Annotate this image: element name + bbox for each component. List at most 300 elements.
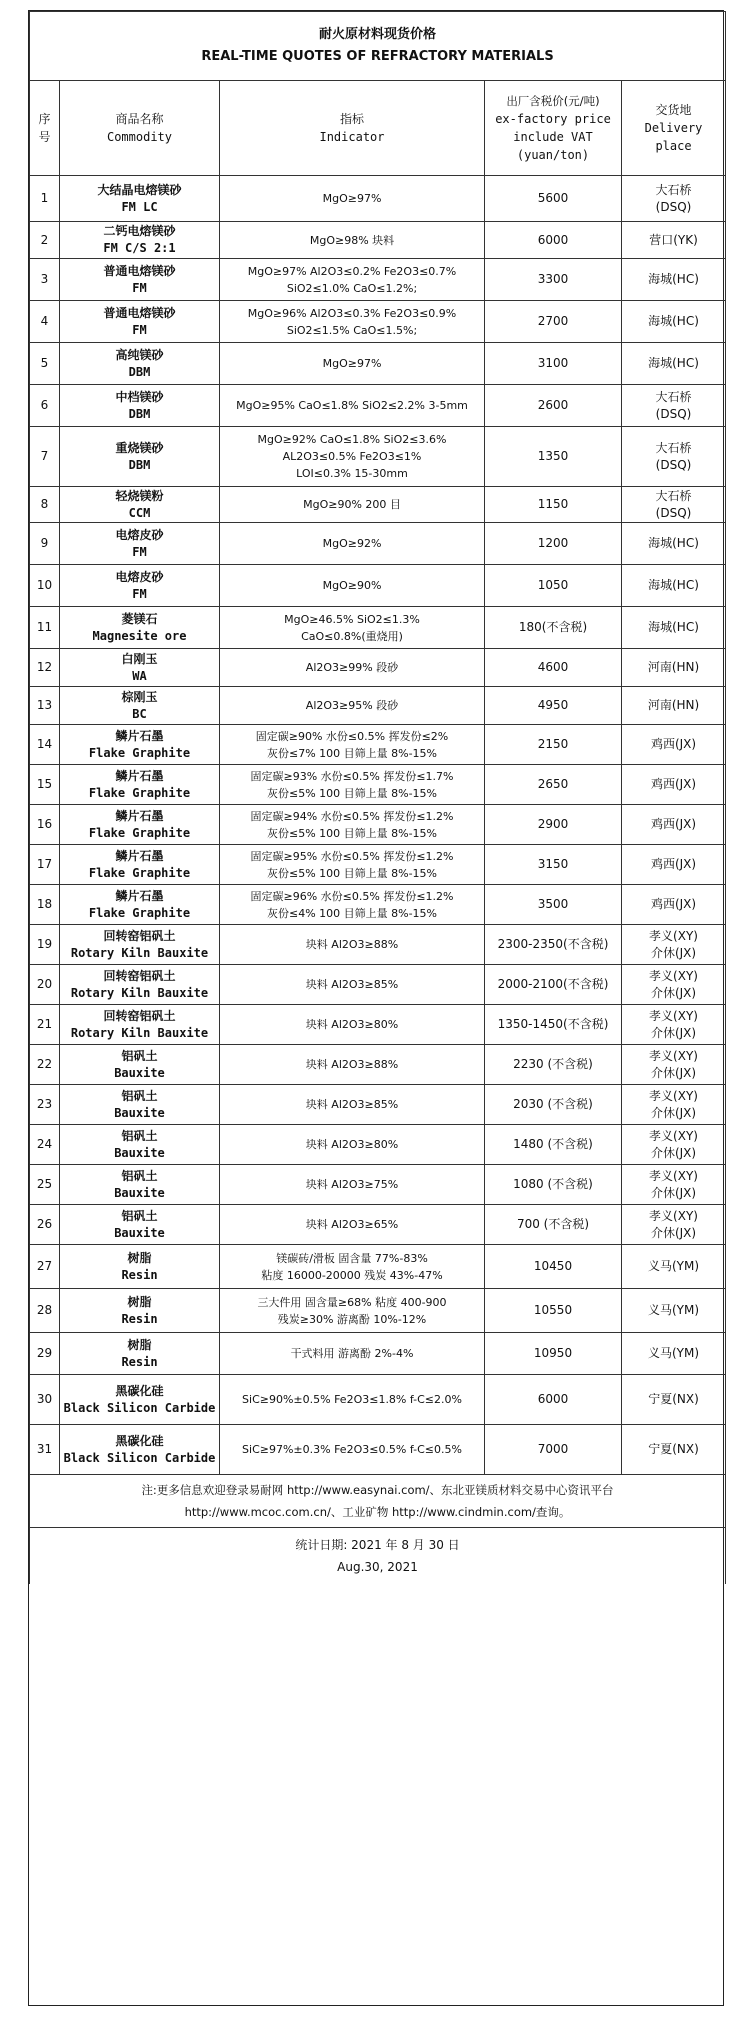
price-cell: 10450: [485, 1245, 622, 1289]
indicator-line: 残炭≥30% 游离酚 10%-12%: [277, 1312, 427, 1326]
delivery-place-line: 海城(HC): [648, 536, 699, 550]
commodity-zh: 鳞片石墨: [115, 808, 164, 823]
delivery-place-line: 大石桥: [655, 389, 692, 404]
price-cell: 1050: [485, 565, 622, 607]
indicator-cell: [220, 965, 485, 1005]
row-number: 31: [30, 1425, 60, 1475]
note-line-1: 注:更多信息欢迎登录易耐网 http://www.easynai.com/、东北亚镁质材料交易中心资讯平台: [141, 1483, 614, 1497]
indicator-cell: [220, 523, 485, 565]
header-place: [622, 81, 726, 176]
commodity-cell: [60, 925, 220, 965]
commodity-en: Black Silicon Carbide: [63, 1400, 216, 1415]
price-cell: 1150: [485, 487, 622, 523]
commodity-zh: 树脂: [127, 1294, 152, 1309]
commodity-en: FM: [132, 322, 147, 337]
note-row: [30, 1475, 726, 1528]
commodity-zh: 回转窑铝矾土: [103, 968, 176, 983]
title-zh: 耐火原材料现货价格: [319, 27, 437, 42]
row-number: 24: [30, 1125, 60, 1165]
delivery-place-line: 介休(JX): [650, 1065, 697, 1080]
commodity-en: Flake Graphite: [88, 905, 191, 920]
row-number: 2: [30, 222, 60, 259]
delivery-place-line: (DSQ): [655, 406, 692, 421]
indicator-line: SiC≥90%±0.5% Fe2O3≤1.8% f-C≤2.0%: [242, 1393, 462, 1406]
commodity-zh: 铝矾土: [121, 1208, 158, 1223]
delivery-place-line: 介休(JX): [650, 985, 697, 1000]
commodity-en: FM: [132, 280, 147, 295]
header-price-en1: ex-factory price: [495, 112, 611, 126]
delivery-place-cell: [622, 427, 726, 487]
indicator-cell: [220, 427, 485, 487]
commodity-zh: 鳞片石墨: [115, 728, 164, 743]
commodity-cell: [60, 725, 220, 765]
delivery-place-line: 大石桥: [655, 488, 692, 503]
header-price-en2: include VAT: [513, 130, 593, 144]
indicator-line: Al2O3≥99% 段砂: [305, 661, 399, 674]
indicator-line: 块料 Al2O3≥85%: [305, 978, 399, 991]
price-cell: 1350-1450(不含税): [485, 1005, 622, 1045]
indicator-cell: [220, 301, 485, 343]
commodity-cell: [60, 487, 220, 523]
commodity-en: Flake Graphite: [88, 785, 191, 800]
indicator-cell: [220, 1245, 485, 1289]
commodity-zh: 回转窑铝矾土: [103, 1008, 176, 1023]
indicator-cell: [220, 1333, 485, 1375]
indicator-cell: [220, 1289, 485, 1333]
indicator-cell: [220, 565, 485, 607]
stat-date-row: [30, 1528, 726, 1585]
indicator-line: 镁碳砖/滑板 固含量 77%-83%: [276, 1251, 428, 1265]
indicator-cell: [220, 385, 485, 427]
row-number: 14: [30, 725, 60, 765]
header-place-en1: Delivery: [644, 121, 703, 135]
delivery-place-line: 义马(YM): [647, 1303, 700, 1317]
table-row: [30, 765, 726, 805]
price-cell: 5600: [485, 176, 622, 222]
indicator-line: 块料 Al2O3≥80%: [305, 1018, 399, 1031]
commodity-cell: [60, 1375, 220, 1425]
delivery-place-line: 孝义(XY): [649, 1008, 698, 1023]
table-row: [30, 1045, 726, 1085]
row-number: 3: [30, 259, 60, 301]
indicator-line: MgO≥90%: [322, 579, 382, 592]
delivery-place-cell: [622, 845, 726, 885]
commodity-cell: [60, 1005, 220, 1045]
delivery-place-cell: [622, 925, 726, 965]
note-cell: [30, 1475, 726, 1528]
delivery-place-line: 介休(JX): [650, 1185, 697, 1200]
commodity-zh: 普通电熔镁砂: [103, 305, 176, 320]
delivery-place-cell: [622, 649, 726, 687]
table-row: [30, 523, 726, 565]
commodity-en: Bauxite: [114, 1225, 165, 1240]
delivery-place-cell: [622, 487, 726, 523]
table-row: [30, 725, 726, 765]
commodity-zh: 鳞片石墨: [115, 768, 164, 783]
commodity-en: FM LC: [121, 199, 158, 214]
delivery-place-cell: [622, 1333, 726, 1375]
commodity-zh: 黑碳化硅: [115, 1433, 164, 1448]
delivery-place-cell: [622, 565, 726, 607]
price-cell: 1480 (不含税): [485, 1125, 622, 1165]
commodity-cell: [60, 765, 220, 805]
row-number: 5: [30, 343, 60, 385]
table-row: [30, 385, 726, 427]
price-cell: 3150: [485, 845, 622, 885]
price-cell: 2700: [485, 301, 622, 343]
indicator-line: LOI≤0.3% 15-30mm: [296, 467, 408, 480]
price-cell: 2150: [485, 725, 622, 765]
commodity-en: Rotary Kiln Bauxite: [70, 1025, 209, 1040]
commodity-zh: 轻烧镁粉: [115, 488, 164, 503]
delivery-place-line: 孝义(XY): [649, 928, 698, 943]
price-cell: 3500: [485, 885, 622, 925]
delivery-place-cell: [622, 725, 726, 765]
delivery-place-cell: [622, 607, 726, 649]
row-number: 23: [30, 1085, 60, 1125]
price-sheet: [28, 10, 724, 2006]
header-indicator-en: Indicator: [319, 130, 385, 144]
commodity-zh: 铝矾土: [121, 1168, 158, 1183]
delivery-place-line: 义马(YM): [647, 1259, 700, 1273]
commodity-en: WA: [132, 668, 147, 683]
indicator-cell: [220, 1125, 485, 1165]
commodity-cell: [60, 427, 220, 487]
commodity-cell: [60, 222, 220, 259]
delivery-place-cell: [622, 1165, 726, 1205]
commodity-zh: 回转窑铝矾土: [103, 928, 176, 943]
row-number: 20: [30, 965, 60, 1005]
indicator-line: 固定碳≥90% 水份≤0.5% 挥发份≤2%: [255, 729, 449, 743]
indicator-cell: [220, 607, 485, 649]
indicator-cell: [220, 925, 485, 965]
price-cell: 1350: [485, 427, 622, 487]
indicator-line: MgO≥95% CaO≤1.8% SiO2≤2.2% 3-5mm: [236, 399, 468, 412]
row-number: 12: [30, 649, 60, 687]
indicator-cell: [220, 176, 485, 222]
row-number: 8: [30, 487, 60, 523]
commodity-en: FM: [132, 586, 147, 601]
row-number: 19: [30, 925, 60, 965]
delivery-place-line: 海城(HC): [648, 578, 699, 592]
commodity-cell: [60, 1165, 220, 1205]
header-place-en2: place: [655, 139, 692, 153]
quotes-table: [29, 11, 726, 1584]
commodity-zh: 普通电熔镁砂: [103, 263, 176, 278]
indicator-cell: [220, 1085, 485, 1125]
indicator-cell: [220, 1165, 485, 1205]
delivery-place-cell: [622, 1425, 726, 1475]
commodity-zh: 鳞片石墨: [115, 888, 164, 903]
indicator-line: MgO≥97%: [322, 357, 382, 370]
price-cell: 180(不含税): [485, 607, 622, 649]
table-row: [30, 1005, 726, 1045]
table-row: [30, 885, 726, 925]
price-cell: 2230 (不含税): [485, 1045, 622, 1085]
delivery-place-line: 宁夏(NX): [648, 1392, 699, 1406]
delivery-place-cell: [622, 1125, 726, 1165]
row-number: 10: [30, 565, 60, 607]
commodity-cell: [60, 845, 220, 885]
indicator-cell: [220, 687, 485, 725]
indicator-line: SiC≥97%±0.3% Fe2O3≤0.5% f-C≤0.5%: [242, 1443, 462, 1456]
delivery-place-line: 大石桥: [655, 182, 692, 197]
table-row: [30, 1245, 726, 1289]
indicator-cell: [220, 259, 485, 301]
delivery-place-line: 孝义(XY): [649, 1088, 698, 1103]
price-cell: 6000: [485, 1375, 622, 1425]
commodity-zh: 铝矾土: [121, 1048, 158, 1063]
row-number: 9: [30, 523, 60, 565]
delivery-place-line: 孝义(XY): [649, 1208, 698, 1223]
price-cell: 6000: [485, 222, 622, 259]
table-row: [30, 427, 726, 487]
indicator-line: 灰份≤7% 100 目筛上量 8%-15%: [266, 746, 438, 760]
delivery-place-cell: [622, 1289, 726, 1333]
commodity-cell: [60, 1289, 220, 1333]
commodity-en: FM C/S 2:1: [103, 241, 176, 255]
indicator-line: MgO≥46.5% SiO2≤1.3%: [284, 612, 420, 626]
commodity-cell: [60, 259, 220, 301]
commodity-cell: [60, 176, 220, 222]
table-row: [30, 259, 726, 301]
delivery-place-cell: [622, 259, 726, 301]
stat-date-en: Aug.30, 2021: [337, 1560, 418, 1574]
indicator-line: 三大件用 固含量≥68% 粘度 400-900: [257, 1295, 447, 1309]
indicator-line: 块料 Al2O3≥65%: [305, 1218, 399, 1231]
commodity-cell: [60, 805, 220, 845]
price-cell: 1080 (不含税): [485, 1165, 622, 1205]
indicator-line: 粘度 16000-20000 残炭 43%-47%: [261, 1268, 443, 1282]
commodity-en: Flake Graphite: [88, 745, 191, 760]
commodity-en: Resin: [121, 1311, 158, 1326]
commodity-cell: [60, 565, 220, 607]
indicator-line: 灰份≤5% 100 目筛上量 8%-15%: [266, 866, 438, 880]
commodity-zh: 大结晶电熔镁砂: [97, 182, 182, 197]
price-cell: 3100: [485, 343, 622, 385]
table-row: [30, 607, 726, 649]
row-number: 18: [30, 885, 60, 925]
delivery-place-line: 介休(JX): [650, 945, 697, 960]
commodity-cell: [60, 385, 220, 427]
delivery-place-cell: [622, 222, 726, 259]
indicator-line: 固定碳≥94% 水份≤0.5% 挥发份≤1.2%: [250, 809, 454, 823]
commodity-en: Bauxite: [114, 1105, 165, 1120]
commodity-cell: [60, 1045, 220, 1085]
delivery-place-cell: [622, 965, 726, 1005]
table-row: [30, 925, 726, 965]
commodity-cell: [60, 607, 220, 649]
table-row: [30, 1125, 726, 1165]
commodity-en: Black Silicon Carbide: [63, 1450, 216, 1465]
commodity-en: Magnesite ore: [92, 628, 187, 643]
indicator-line: MgO≥90% 200 目: [303, 498, 401, 511]
commodity-zh: 铝矾土: [121, 1088, 158, 1103]
price-cell: 2600: [485, 385, 622, 427]
commodity-en: Bauxite: [114, 1145, 165, 1160]
commodity-cell: [60, 1333, 220, 1375]
indicator-cell: [220, 649, 485, 687]
delivery-place-line: 鸡西(JX): [650, 897, 697, 911]
indicator-cell: [220, 1375, 485, 1425]
row-number: 16: [30, 805, 60, 845]
delivery-place-cell: [622, 687, 726, 725]
commodity-zh: 黑碳化硅: [115, 1383, 164, 1398]
row-number: 28: [30, 1289, 60, 1333]
delivery-place-line: 海城(HC): [648, 272, 699, 286]
price-cell: 10550: [485, 1289, 622, 1333]
commodity-zh: 重烧镁砂: [115, 440, 164, 455]
commodity-en: DBM: [128, 364, 151, 379]
delivery-place-cell: [622, 1045, 726, 1085]
commodity-cell: [60, 523, 220, 565]
indicator-cell: [220, 1205, 485, 1245]
indicator-line: 块料 Al2O3≥88%: [305, 1058, 399, 1071]
row-number: 11: [30, 607, 60, 649]
indicator-cell: [220, 725, 485, 765]
price-cell: 2000-2100(不含税): [485, 965, 622, 1005]
commodity-cell: [60, 649, 220, 687]
row-number: 26: [30, 1205, 60, 1245]
commodity-zh: 铝矾土: [121, 1128, 158, 1143]
table-row: [30, 1375, 726, 1425]
commodity-zh: 棕刚玉: [121, 689, 158, 704]
table-row: [30, 343, 726, 385]
row-number: 22: [30, 1045, 60, 1085]
commodity-cell: [60, 343, 220, 385]
delivery-place-line: 营口(YK): [649, 232, 698, 247]
delivery-place-line: (DSQ): [655, 199, 692, 214]
delivery-place-line: 鸡西(JX): [650, 777, 697, 791]
commodity-zh: 鳞片石墨: [115, 848, 164, 863]
commodity-en: Rotary Kiln Bauxite: [70, 945, 209, 960]
indicator-line: 固定碳≥95% 水份≤0.5% 挥发份≤1.2%: [250, 849, 454, 863]
delivery-place-cell: [622, 1245, 726, 1289]
row-number: 1: [30, 176, 60, 222]
header-price-zh: 出厂含税价(元/吨): [506, 94, 600, 108]
table-row: [30, 687, 726, 725]
header-row: [30, 81, 726, 176]
header-place-zh: 交货地: [655, 103, 692, 117]
commodity-zh: 电熔皮砂: [115, 527, 164, 542]
indicator-cell: [220, 222, 485, 259]
row-number: 13: [30, 687, 60, 725]
commodity-cell: [60, 965, 220, 1005]
indicator-line: MgO≥97%: [322, 192, 382, 205]
indicator-line: MgO≥97% Al2O3≤0.2% Fe2O3≤0.7%: [247, 264, 457, 278]
delivery-place-line: 鸡西(JX): [650, 737, 697, 751]
stat-date-cell: [30, 1528, 726, 1585]
commodity-en: Rotary Kiln Bauxite: [70, 985, 209, 1000]
delivery-place-line: 孝义(XY): [649, 1128, 698, 1143]
indicator-cell: [220, 1005, 485, 1045]
indicator-line: AL2O3≤0.5% Fe2O3≤1%: [282, 450, 422, 463]
price-cell: 2900: [485, 805, 622, 845]
row-number: 15: [30, 765, 60, 805]
delivery-place-line: 宁夏(NX): [648, 1442, 699, 1456]
table-row: [30, 845, 726, 885]
commodity-zh: 树脂: [127, 1337, 152, 1352]
delivery-place-cell: [622, 301, 726, 343]
note-line-2: http://www.mcoc.com.cn/、工业矿物 http://www.cindmin.com/查询。: [184, 1505, 571, 1519]
delivery-place-line: 介休(JX): [650, 1225, 697, 1240]
indicator-cell: [220, 343, 485, 385]
delivery-place-line: 海城(HC): [648, 356, 699, 370]
row-number: 29: [30, 1333, 60, 1375]
delivery-place-line: 介休(JX): [650, 1105, 697, 1120]
indicator-cell: [220, 805, 485, 845]
indicator-line: MgO≥92% CaO≤1.8% SiO2≤3.6%: [257, 433, 447, 446]
price-cell: 2030 (不含税): [485, 1085, 622, 1125]
row-number: 7: [30, 427, 60, 487]
commodity-cell: [60, 1125, 220, 1165]
row-number: 27: [30, 1245, 60, 1289]
commodity-zh: 二钙电熔镁砂: [103, 224, 176, 238]
indicator-cell: [220, 1045, 485, 1085]
commodity-zh: 高纯镁砂: [115, 347, 164, 362]
commodity-en: Flake Graphite: [88, 825, 191, 840]
commodity-en: BC: [132, 706, 147, 721]
commodity-zh: 白刚玉: [121, 651, 158, 666]
table-row: [30, 649, 726, 687]
price-cell: 1200: [485, 523, 622, 565]
table-row: [30, 1333, 726, 1375]
indicator-line: MgO≥96% Al2O3≤0.3% Fe2O3≤0.9%: [247, 306, 457, 320]
indicator-line: Al2O3≥95% 段砂: [305, 699, 399, 712]
table-row: [30, 1085, 726, 1125]
commodity-en: DBM: [128, 457, 151, 472]
header-commodity-zh: 商品名称: [115, 112, 164, 126]
indicator-cell: [220, 1425, 485, 1475]
commodity-en: Resin: [121, 1354, 158, 1369]
commodity-cell: [60, 885, 220, 925]
table-row: [30, 1165, 726, 1205]
price-cell: 3300: [485, 259, 622, 301]
delivery-place-line: (DSQ): [655, 505, 692, 520]
title-en: REAL-TIME QUOTES OF REFRACTORY MATERIALS: [201, 49, 554, 64]
delivery-place-cell: [622, 1085, 726, 1125]
delivery-place-cell: [622, 885, 726, 925]
price-cell: 700 (不含税): [485, 1205, 622, 1245]
header-price: [485, 81, 622, 176]
indicator-cell: [220, 845, 485, 885]
table-row: [30, 805, 726, 845]
table-row: [30, 222, 726, 259]
indicator-line: 块料 Al2O3≥88%: [305, 938, 399, 951]
delivery-place-cell: [622, 1205, 726, 1245]
price-cell: 7000: [485, 1425, 622, 1475]
commodity-en: Flake Graphite: [88, 865, 191, 880]
commodity-cell: [60, 1425, 220, 1475]
commodity-en: DBM: [128, 406, 151, 421]
delivery-place-cell: [622, 523, 726, 565]
price-cell: 2300-2350(不含税): [485, 925, 622, 965]
table-row: [30, 1289, 726, 1333]
commodity-zh: 电熔皮砂: [115, 569, 164, 584]
indicator-line: 块料 Al2O3≥75%: [305, 1178, 399, 1191]
delivery-place-line: 鸡西(JX): [650, 857, 697, 871]
commodity-zh: 中档镁砂: [115, 389, 164, 404]
row-number: 30: [30, 1375, 60, 1425]
indicator-line: MgO≥98% 块料: [309, 233, 395, 247]
commodity-cell: [60, 687, 220, 725]
header-indicator-zh: 指标: [339, 112, 364, 126]
delivery-place-line: 大石桥: [655, 440, 692, 455]
indicator-line: MgO≥92%: [322, 537, 382, 550]
row-number: 6: [30, 385, 60, 427]
commodity-zh: 菱镁石: [121, 611, 158, 626]
indicator-line: 固定碳≥96% 水份≤0.5% 挥发份≤1.2%: [250, 889, 454, 903]
